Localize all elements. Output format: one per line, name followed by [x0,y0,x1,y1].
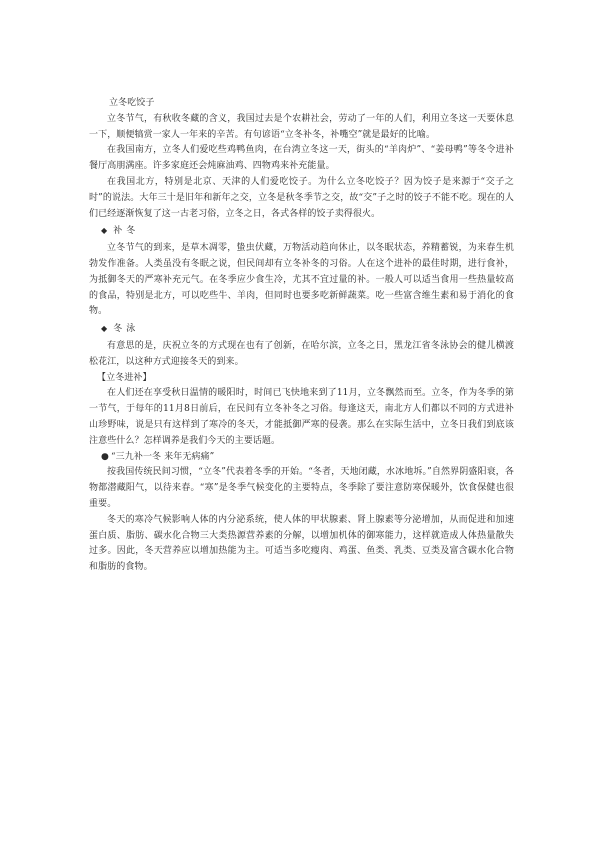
bu-dong-paragraph: 立冬节气的到来，是草木凋零，蛰虫伏藏，万物活动趋向休止，以冬眠状态，养精蓄锐，为来春生机勃发作准备。人类虽没有冬眠之说，但民间却有立冬补冬的习俗。人在这个进补的最佳时期，进行食补，为抵御冬天的严寒补充元气。在冬季应少食生冷，尤其不宜过量的补。一般人可以适当食用一些热量较高的食品，特别是北方，可以吃些牛、羊肉，但同时也要多吃新鲜蔬菜。吃一些富含维生素和易于消化的食物。 [89,243,514,317]
dot-bullet-icon: ● [101,451,109,462]
intro-paragraph-3: 在我国北方，特别是北京、天津的人们爱吃饺子。为什么立冬吃饺子？因为饺子是来源于“交子之时”的说法。大年三十是旧年和新年之交，立冬是秋冬季节之交，故“交”子之时的饺子不能不吃。现在的人们已经逐渐恢复了这一古老习俗，立冬之日，各式各样的饺子卖得很火。 [89,176,514,219]
document-title: 立冬吃饺子 [109,98,155,108]
section-heading-jinbu: 【立冬进补】 [97,372,152,383]
dong-yong-paragraph: 有意思的是，庆祝立冬的方式现在也有了创新，在哈尔滨，立冬之日，黑龙江省冬泳协会的健儿横渡松花江，以这种方式迎接冬天的到来。 [89,340,514,367]
section-heading-sanjiu [101,450,514,466]
intro-paragraph-1: 立冬节气，有秋收冬藏的含义，我国过去是个农耕社会，劳动了一年的人们，利用立冬这一天要休息一下，顺便犒赏一家人一年来的辛苦。有句谚语“立冬补冬，补嘴空”就是最好的比喻。 [89,113,514,140]
sanjiu-paragraph-1: 按我国传统民间习惯，“立冬”代表着冬季的开始。“冬者，天地闭藏，水冰地坼。”自然界阴盛阳衰，各物都潜藏阳气，以待来春。“寒”是冬季气候变化的主要特点，冬季除了要注意防寒保暖外，饮食保健也很重要。 [89,467,514,509]
section-heading-bu-dong [101,223,514,240]
sanjiu-paragraph-2: 冬天的寒冷气候影响人体的内分泌系统，使人体的甲状腺素、肾上腺素等分泌增加，从而促进和加速蛋白质、脂肪、碳水化合物三大类热源营养素的分解，以增加机体的御寒能力，这样就造成人体热量散失过多。因此，冬天营养应以增加热能为主。可适当多吃瘦肉、鸡蛋、鱼类、乳类、豆类及富含碳水化合物和脂肪的食物。 [89,514,514,573]
document-body [89,96,514,576]
diamond-bullet-icon: ◆ [101,226,108,236]
section-heading-text: 冬泳 [113,324,140,335]
jinbu-paragraph: 在人们还在享受秋日温情的暖阳时，时间已飞快地来到了11月，立冬飘然而至。立冬，作为冬季的第一节气，于每年的11月8日前后，在民间有立冬补冬之习俗。每逢这天，南北方人们都以不同的方式进补山珍野味，说是只有这样到了寒冷的冬天，才能抵御严寒的侵袭。那么在实际生活中，立冬日我们到底该注意些什么？怎样调养是我们今天的主要话题。 [89,388,514,446]
intro-paragraph-2: 在我国南方，立冬人们爱吃些鸡鸭鱼肉，在台湾立冬这一天，街头的“羊肉炉”、“姜母鸭”等冬令进补餐厅高朋满座。许多家庭还会炖麻油鸡、四物鸡来补充能量。 [89,145,514,172]
section-heading-text: 补冬 [113,226,140,237]
section-heading-dong-yong [101,321,514,338]
section-heading-text: “三九补一冬 来年无病痛” [110,451,215,462]
diamond-bullet-icon: ◆ [101,324,108,334]
